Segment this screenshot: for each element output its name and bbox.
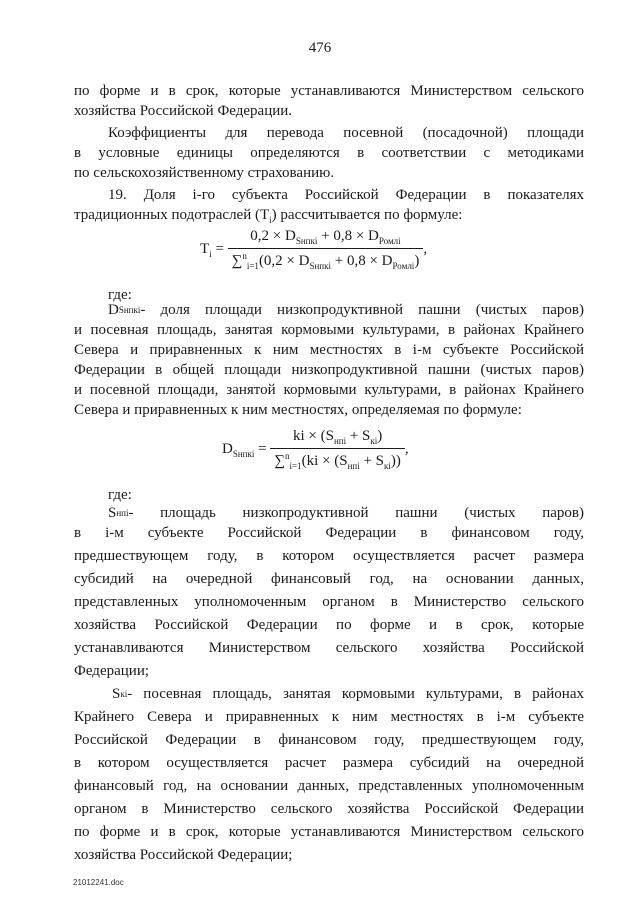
text-line: финансовый год, на основании данных, представленных уполномоченным: [74, 778, 584, 794]
term: + S: [359, 453, 385, 469]
term: 0,2 × D: [250, 228, 296, 244]
text-line: [74, 205, 640, 230]
variable: S: [108, 505, 117, 521]
text-line: представленных уполномоченным органом в Министерство сельского: [74, 594, 584, 610]
text-line: по форме и в срок, которые устанавливаются Министерством сельского: [74, 83, 584, 99]
formula-tail: ,: [404, 440, 409, 457]
term-sub: кi: [370, 436, 378, 446]
term-sub: кi: [384, 461, 391, 471]
text-line: Коэффициенты для перевода посевной (посадочной) площади: [108, 125, 584, 141]
term-sub: Ромлi: [378, 236, 401, 246]
variable-sub: Sнпкi: [118, 305, 141, 315]
subscript: i: [269, 215, 272, 225]
variable: D: [108, 302, 119, 318]
sum-upper: n: [285, 451, 290, 461]
text-line: Крайнего Севера и приравненных к ним местностях в i-м субъекте: [74, 709, 584, 725]
text-fragment: ) рассчитывается по формуле:: [271, 207, 463, 223]
text-line: хозяйства Российской Федерации;: [74, 847, 293, 863]
text-line: органом в Министерство сельского хозяйства Российской Федерации: [74, 801, 584, 817]
text-line: Федерации;: [74, 663, 150, 679]
text-line: по форме и в срок, которые устанавливаются Министерством сельского: [74, 824, 584, 840]
text-line: предшествующем году, в котором осуществляется расчет размера: [74, 548, 584, 564]
text-line: Севера и приравненных к ним местностях в i-м субъекте Российской: [74, 342, 584, 358]
term: (0,2 × D: [258, 253, 310, 269]
text-line: и посевной площади, занятой кормовыми культурами, в районах Крайнего: [74, 382, 584, 398]
text-line: в котором осуществляется расчет размера субсидий на очередной: [74, 755, 584, 771]
text-line: хозяйства Российской Федерации по форме и в срок, которые: [74, 617, 584, 633]
text-line: [112, 684, 584, 704]
term-sub: Ромлi: [392, 261, 415, 271]
text-line: устанавливаются Министерством сельского хозяйства Российской: [74, 640, 584, 656]
term-sub: Sнпкi: [295, 236, 318, 246]
file-footer: 21012241.doc: [73, 878, 124, 887]
text-line: в условные единицы определяются в соответствии с методиками: [74, 145, 584, 161]
variable-sub: кi: [120, 689, 128, 699]
denominator: [228, 249, 424, 271]
formula-lhs-sub: Sнпкi: [232, 448, 255, 459]
sum-lower: i=1: [246, 261, 259, 271]
formula-share: [200, 228, 427, 271]
term: ): [414, 253, 420, 269]
term: )): [390, 453, 401, 469]
text-line: [108, 503, 584, 523]
variable-sub: нпi: [116, 508, 129, 518]
formula-lhs-sub: i: [209, 248, 212, 259]
variable: S: [112, 686, 121, 702]
text-line: 19. Доля i-го субъекта Российской Федерации в показателях: [108, 187, 584, 203]
page-number: 476: [308, 40, 332, 56]
term: + 0,8 × D: [317, 228, 379, 244]
text-fragment: - площадь низкопродуктивной пашни (чистых паров): [128, 505, 584, 521]
sum-upper: n: [242, 251, 247, 261]
numerator: [270, 428, 405, 449]
where-label: где:: [108, 287, 132, 303]
text-line: Севера и приравненных к ним местностях, определяемая по формуле:: [74, 402, 522, 418]
sum-sign: ∑: [231, 253, 243, 269]
formula-tail: ,: [423, 240, 428, 257]
equals-sign: =: [215, 240, 224, 257]
text-fragment: - посевная площадь, занятая кормовыми культурами, в районах: [127, 686, 584, 702]
text-line: и посевная площадь, занятая кормовыми культурами, в районах Крайнего: [74, 322, 584, 338]
formula-lhs: D: [222, 440, 233, 457]
text-line: [108, 300, 584, 320]
equals-sign: =: [258, 440, 267, 457]
sum-lower: i=1: [289, 461, 302, 471]
term: + 0,8 × D: [331, 253, 393, 269]
where-label: где:: [108, 487, 132, 503]
term: (ki × (S: [301, 453, 348, 469]
sum-sign: ∑: [274, 453, 286, 469]
text-fragment: - доля площади низкопродуктивной пашни (чистых паров): [140, 302, 584, 318]
term-sub: нпi: [333, 436, 347, 446]
text-fragment: традиционных подотраслей (T: [74, 207, 270, 223]
text-line: субсидий на очередной финансовый год, на основании данных,: [74, 571, 584, 587]
term: ): [377, 428, 383, 444]
formula-share-area: [222, 428, 409, 471]
formula-lhs: T: [200, 240, 210, 257]
fraction: [270, 428, 405, 471]
text-line: хозяйства Российской Федерации.: [74, 103, 293, 119]
denominator: [270, 449, 405, 471]
numerator: [228, 228, 424, 249]
text-line: Российской Федерации в финансовом году, предшествующем году,: [74, 732, 584, 748]
term: ki × (S: [292, 428, 334, 444]
text-line: по сельскохозяйственному страхованию.: [74, 165, 335, 181]
term-sub: нпi: [347, 461, 360, 471]
fraction: [228, 228, 424, 271]
text-line: в i-м субъекте Российской Федерации в финансовом году,: [74, 525, 584, 541]
text-line: Федерации в общей площади низкопродуктивной пашни (чистых паров): [74, 362, 584, 378]
term: + S: [346, 428, 371, 444]
term-sub: Sнпкi: [309, 261, 331, 271]
